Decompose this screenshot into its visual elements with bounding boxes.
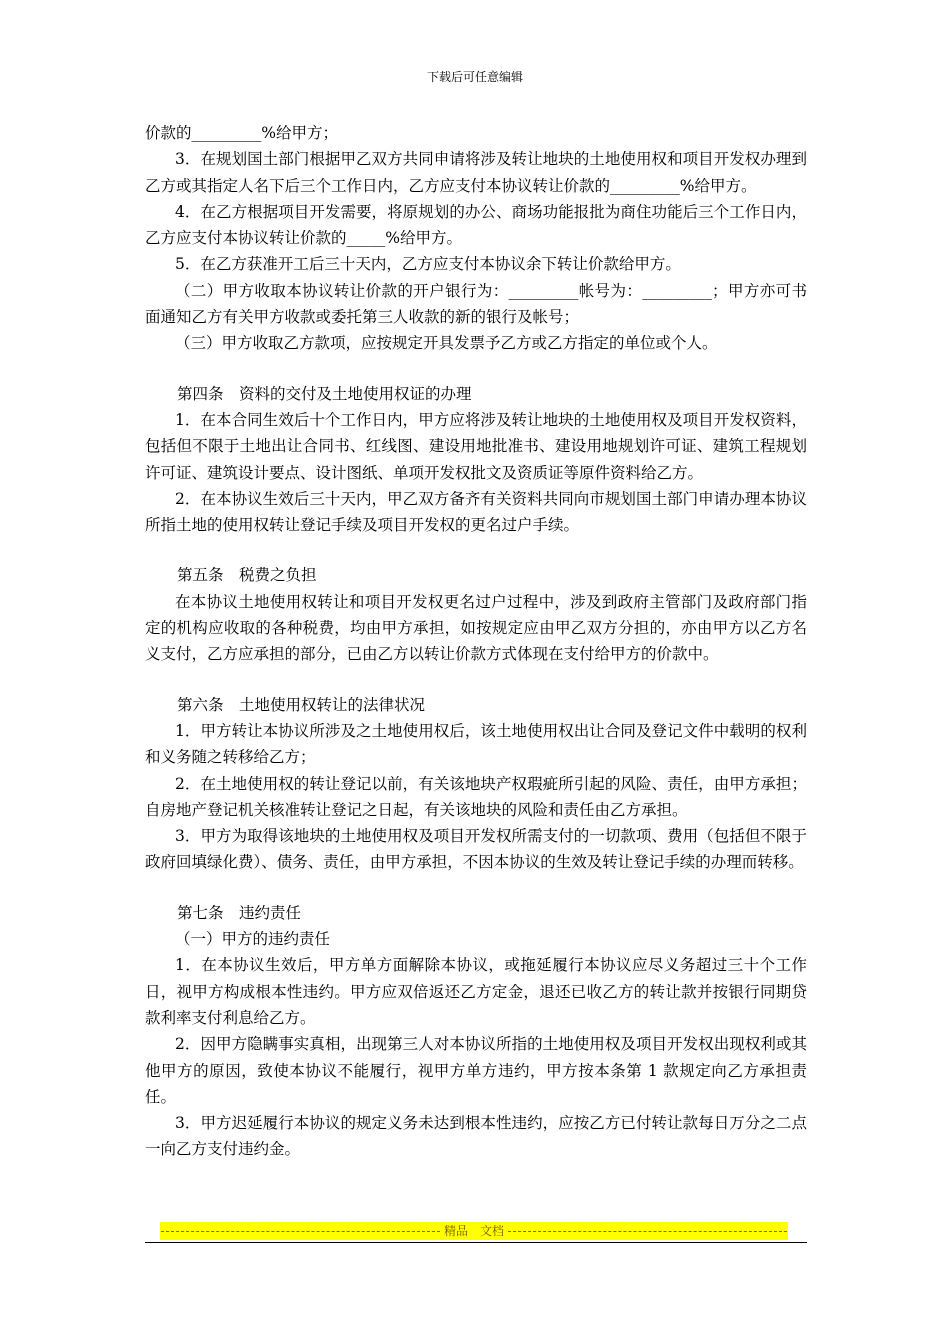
footer-rule bbox=[145, 1242, 807, 1243]
paragraph: 在本协议土地使用权转让和项目开发权更名过户过程中，涉及到政府主管部门及政府部门指定的机构应收取的各种税费，均由甲方承担，如按规定应由甲乙双方分担的，亦由甲方以乙方名义支付，乙方应承担的部分，已由乙方以转让价款方式体现在支付给甲方的价款中。 bbox=[145, 592, 807, 664]
paragraph: 4．在乙方根据项目开发需要，将原规划的办公、商场功能报批为商住功能后三个工作日内，乙方应支付本协议转让价款的_____%给甲方。 bbox=[145, 202, 807, 248]
paragraph: 5．在乙方获准开工后三十天内，乙方应支付本协议余下转让价款给甲方。 bbox=[175, 255, 681, 274]
paragraph: 2．在土地使用权的转让登记以前，有关该地块产权瑕疵所引起的风险、责任，由甲方承担；自房地产登记机关核准转让登记之日起，有关该地块的风险和责任由乙方承担。 bbox=[145, 774, 807, 819]
spacer bbox=[145, 876, 807, 900]
subsection-heading: （一）甲方的违约责任 bbox=[175, 930, 331, 949]
paragraph: （三）甲方收取乙方款项，应按规定开具发票予乙方或乙方指定的单位或个人。 bbox=[175, 334, 718, 353]
footer-text: 精品 文档 bbox=[444, 1224, 505, 1238]
paragraph: 3．在规划国土部门根据甲乙双方共同申请将涉及转让地块的土地使用权和项目开发权办理到乙方或其指定人名下后三个工作日内，乙方应支付本协议转让价款的_________%给甲方。 bbox=[145, 150, 807, 195]
paragraph: 3．甲方迟延履行本协议的规定义务未达到根本性违约，应按乙方已付转让款每日万分之二点一向乙方支付违约金。 bbox=[145, 1114, 807, 1159]
section-heading: 第五条 税费之负担 bbox=[177, 566, 317, 585]
paragraph: 1．在本合同生效后十个工作日内，甲方应将涉及转让地块的土地使用权及项目开发权资料，包括但不限于土地出让合同书、红线图、建设用地批准书、建设用地规划许可证、建筑工程规划许可证、建筑设计要点、设计图纸、单项开发权批文及资质证等原件资料给乙方。 bbox=[145, 410, 807, 482]
paragraph: （二）甲方收取本协议转让价款的开户银行为：_________帐号为：_________；甲方亦可书面通知乙方有关甲方收款或委托第三人收款的新的银行及帐号； bbox=[145, 281, 807, 327]
footer-banner bbox=[160, 1222, 788, 1240]
paragraph: 1．甲方转让本协议所涉及之土地使用权后，该土地使用权出让合同及登记文件中载明的权利和义务随之转移给乙方； bbox=[145, 721, 807, 767]
spacer bbox=[145, 357, 807, 381]
paragraph: 2．在本协议生效后三十天内，甲乙双方备齐有关资料共同向市规划国土部门申请办理本协议所指土地的使用权转让登记手续及项目开发权的更名过户手续。 bbox=[145, 489, 807, 535]
section-heading: 第四条 资料的交付及土地使用权证的办理 bbox=[177, 384, 472, 403]
footer-dash-right bbox=[508, 1231, 787, 1232]
section-heading: 第七条 违约责任 bbox=[177, 903, 302, 922]
spacer bbox=[145, 538, 807, 562]
paragraph: 价款的_________%给甲方； bbox=[145, 124, 338, 142]
paragraph: 1．在本协议生效后，甲方单方面解除本协议，或拖延履行本协议应尽义务超过三十个工作日，视甲方构成根本性违约。甲方应双倍返还乙方定金，退还已收乙方的转让款并按银行同期贷款利率支付利息给乙方。 bbox=[145, 956, 807, 1027]
document-body bbox=[145, 120, 807, 1163]
paragraph: 2．因甲方隐瞒事实真相，出现第三人对本协议所指的土地使用权及项目开发权出现权利或其他甲方的原因，致使本协议不能履行，视甲方单方违约，甲方按本条第 1 款规定向乙方承担责任。 bbox=[145, 1035, 807, 1106]
paragraph: 3．甲方为取得该地块的土地使用权及项目开发权所需支付的一切款项、费用（包括但不限于政府回填绿化费）、债务、责任，由甲方承担，不因本协议的生效及转让登记手续的办理而转移。 bbox=[145, 827, 807, 872]
spacer bbox=[145, 668, 807, 692]
footer-dash-left bbox=[161, 1231, 440, 1232]
page-header: 下载后可任意编辑 bbox=[426, 70, 523, 84]
section-heading: 第六条 土地使用权转让的法律状况 bbox=[177, 695, 426, 714]
